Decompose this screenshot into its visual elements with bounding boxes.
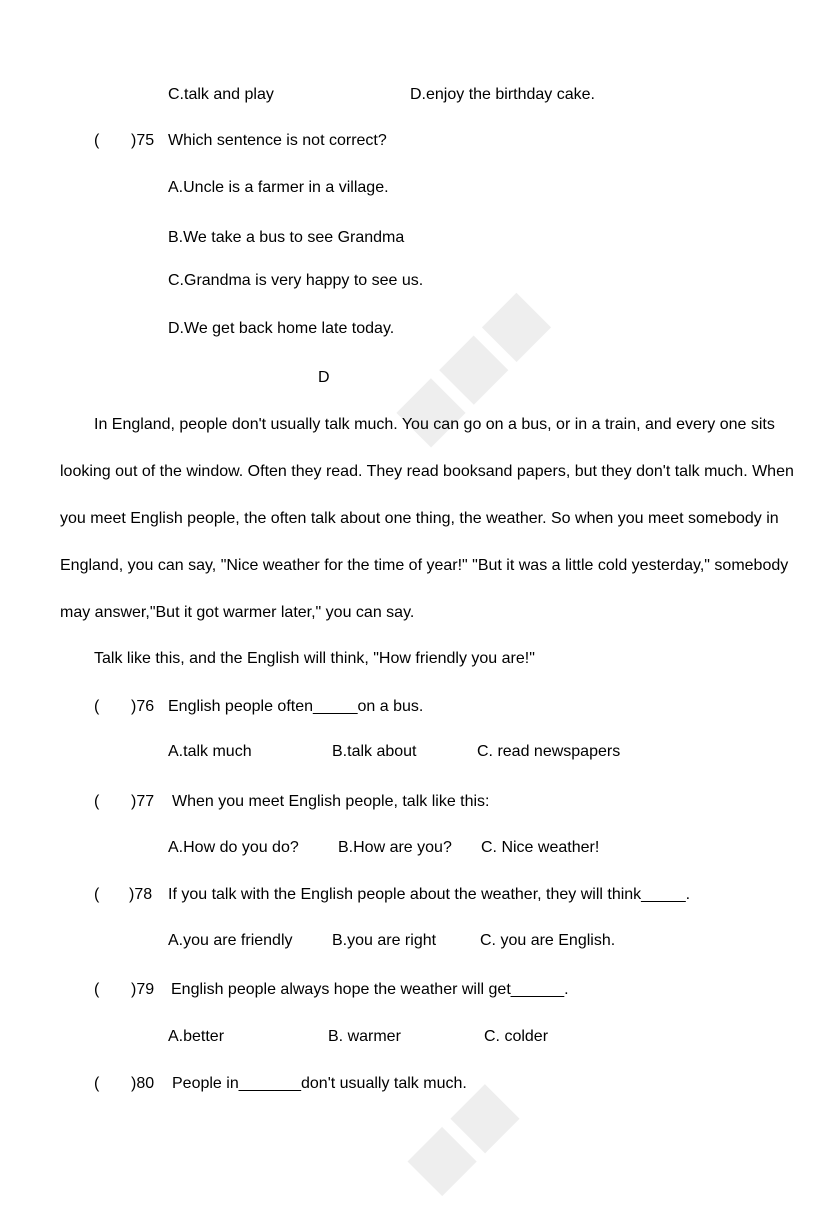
q78-option-b: B.you are right: [332, 932, 437, 949]
question-number: )79: [131, 981, 155, 998]
q79-option-a: A.better: [168, 1028, 225, 1045]
q77-option-b: B.How are you?: [338, 839, 452, 856]
question-text: When you meet English people, talk like this:: [172, 793, 490, 810]
question-number: )77: [131, 793, 155, 810]
passage-line: In England, people don't usually talk much. You can go on a bus, or in a train, and every one sits: [94, 416, 775, 433]
watermark-mark: ■■: [391, 1068, 530, 1206]
answer-blank-paren: (: [94, 886, 100, 903]
q75-option-d: D.We get back home late today.: [168, 320, 395, 337]
q78-option-a: A.you are friendly: [168, 932, 293, 949]
q74-option-d: D.enjoy the birthday cake.: [410, 86, 595, 103]
passage-line: you meet English people, the often talk about one thing, the weather. So when you meet somebody in: [60, 510, 779, 527]
question-number: )75: [131, 132, 155, 149]
passage-line: England, you can say, "Nice weather for the time of year!" "But it was a little cold yesterday," somebody: [60, 557, 789, 574]
question-number: )76: [131, 698, 155, 715]
section-heading: D: [318, 369, 330, 386]
answer-blank-paren: (: [94, 132, 100, 149]
question-text: English people often_____on a bus.: [168, 698, 424, 715]
question-text: People in_______don't usually talk much.: [172, 1075, 467, 1092]
answer-blank-paren: (: [94, 793, 100, 810]
q78-option-c: C. you are English.: [480, 932, 616, 949]
answer-blank-paren: (: [94, 1075, 100, 1092]
q74-option-c: C.talk and play: [168, 86, 274, 103]
q77-option-a: A.How do you do?: [168, 839, 299, 856]
q76-option-a: A.talk much: [168, 743, 252, 760]
question-text: Which sentence is not correct?: [168, 132, 387, 149]
passage-closing: Talk like this, and the English will think, "How friendly you are!": [94, 650, 535, 667]
question-text: If you talk with the English people about the weather, they will think_____.: [168, 886, 691, 903]
question-text: English people always hope the weather will get______.: [171, 981, 569, 998]
q79-option-b: B. warmer: [328, 1028, 401, 1045]
answer-blank-paren: (: [94, 698, 100, 715]
q76-option-b: B.talk about: [332, 743, 417, 760]
watermark-mark: ■■■: [380, 276, 562, 458]
answer-blank-paren: (: [94, 981, 100, 998]
question-number: )78: [129, 886, 153, 903]
q75-option-b: B.We take a bus to see Grandma: [168, 229, 405, 246]
q76-option-c: C. read newspapers: [477, 743, 621, 760]
q79-option-c: C. colder: [484, 1028, 549, 1045]
passage-line: looking out of the window. Often they read. They read booksand papers, but they don't talk much. When: [60, 463, 794, 480]
q75-option-a: A.Uncle is a farmer in a village.: [168, 179, 389, 196]
q75-option-c: C.Grandma is very happy to see us.: [168, 272, 424, 289]
passage-line: may answer,"But it got warmer later," you can say.: [60, 604, 415, 621]
q77-option-c: C. Nice weather!: [481, 839, 600, 856]
question-number: )80: [131, 1075, 155, 1092]
